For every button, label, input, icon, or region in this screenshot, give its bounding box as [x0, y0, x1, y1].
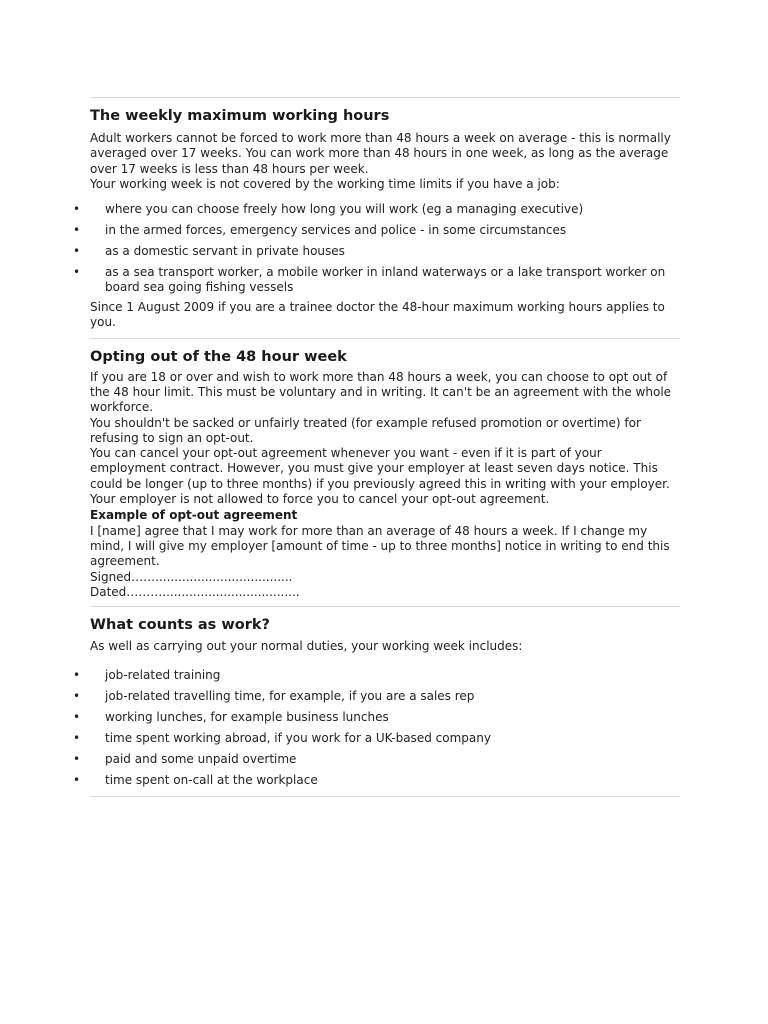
bullet-icon: • — [73, 751, 81, 766]
paragraph: As well as carrying out your normal duties, your working week includes: — [90, 639, 523, 654]
example-text: I [name] agree that I may work for more than an average of 48 hours a week. If I change my mind, I will give my employer [amount of time - up to three months] notice in writing to end this agreement. — [90, 523, 670, 569]
bullet-icon: • — [73, 264, 81, 279]
example-heading: Example of opt-out agreement — [90, 508, 298, 523]
bullet-icon: • — [73, 710, 81, 725]
section-what-counts — [73, 616, 680, 796]
paragraph: Adult workers cannot be forced to work more than 48 hours a week on average - this is normally averaged over 17 weeks. You can work more than 48 hours in one week, as long as the average over 17 weeks is less than 48 hours per week. — [90, 131, 671, 176]
list-item: • working lunches, for example business lunches — [73, 710, 389, 725]
paragraph: Your employer is not allowed to force you to cancel your opt-out agreement. — [90, 492, 550, 507]
bullet-icon: • — [73, 243, 81, 258]
section-heading: The weekly maximum working hours — [90, 108, 390, 124]
list-item: • time spent on-call at the workplace — [73, 772, 318, 787]
work-includes-list — [73, 668, 670, 788]
bullet-icon: • — [73, 772, 81, 787]
paragraph: If you are 18 or over and wish to work more than 48 hours a week, you can choose to opt out of the 48 hour limit. This must be voluntary and in writing. It can't be an agreement with the whole workforce. — [90, 369, 672, 415]
signed-line: Signed…….................................... — [90, 569, 293, 584]
section-heading: What counts as work? — [90, 617, 270, 634]
bullet-icon: • — [73, 223, 81, 238]
document — [73, 97, 680, 797]
section-opting-out — [90, 348, 680, 606]
list-item: • where you can choose freely how long you will work (eg a managing executive) — [73, 202, 584, 217]
bullet-icon: • — [73, 202, 81, 217]
section-heading: Opting out of the 48 hour week — [90, 348, 347, 365]
paragraph: You can cancel your opt-out agreement whenever you want - even if it is part of your employment contract. However, you must give your employer at least seven days notice. This could be longer (up to three months) if you previously agreed this in writing with your employer. — [90, 446, 670, 491]
list-item: • job-related travelling time, for example, if you are a sales rep — [73, 689, 475, 704]
top-divider — [90, 97, 680, 98]
paragraph: Your working week is not covered by the working time limits if you have a job: — [90, 176, 560, 191]
list-item: • time spent working abroad, if you work for a UK-based company — [73, 731, 491, 746]
bullet-icon: • — [73, 668, 81, 683]
list-item: • in the armed forces, emergency services and police - in some circumstances — [73, 223, 567, 238]
list-item: • as a domestic servant in private houses — [73, 243, 345, 258]
section-divider — [90, 338, 680, 339]
section-divider — [90, 606, 680, 607]
list-item: • job-related training — [73, 668, 221, 683]
paragraph: Since 1 August 2009 if you are a trainee doctor the 48-hour maximum working hours applies to you. — [90, 300, 665, 330]
list-item: • paid and some unpaid overtime — [73, 751, 297, 766]
exclusions-list — [73, 202, 670, 295]
dated-line: Dated……….................................... — [90, 584, 300, 599]
bullet-icon: • — [73, 731, 81, 746]
list-item: • as a sea transport worker, a mobile worker in inland waterways or a lake transport worker on board sea going fishing vessels — [73, 264, 666, 295]
section-weekly-maximum — [73, 107, 680, 338]
bullet-icon: • — [73, 689, 81, 704]
bottom-divider — [90, 796, 680, 797]
paragraph: You shouldn't be sacked or unfairly treated (for example refused promotion or overtime) for refusing to sign an opt-out. — [90, 415, 641, 445]
